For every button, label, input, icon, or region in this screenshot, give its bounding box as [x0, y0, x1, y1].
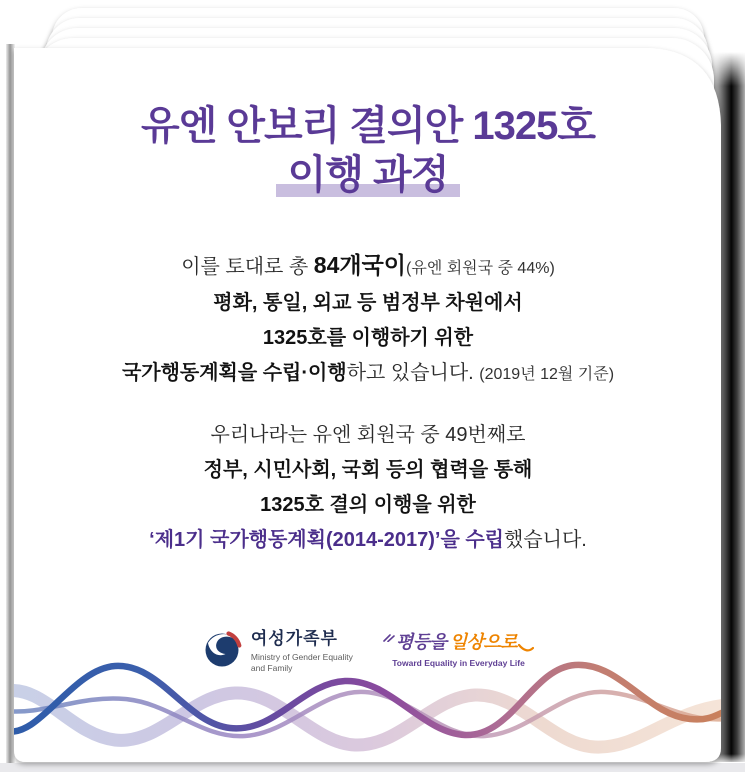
paragraph-korea-status — [0, 418, 736, 558]
page-title — [0, 102, 736, 200]
slogan-ko-part2: 일상으로 — [449, 632, 518, 652]
slogan-ko-part1: 평등을 — [395, 632, 447, 652]
p2-line-3: 1325호 결의 이행을 위한 — [260, 494, 476, 516]
decorative-waves — [14, 653, 721, 765]
ministry-name-en-line1: Ministry of Gender Equality — [250, 652, 353, 662]
p1-l4-regular: 하고 있습니다. — [346, 362, 480, 384]
p1-l1-regular: 이를 토대로 총 — [181, 256, 314, 278]
p1-l1-small: (유엔 회원국 중 44%) — [406, 260, 555, 277]
title-line-2-highlighted: 이행 과정 — [276, 153, 461, 197]
p1-line-2: 평화, 통일, 외교 등 범정부 차원에서 — [213, 292, 523, 314]
p2-line-4 — [0, 523, 736, 558]
p1-line-4 — [0, 356, 736, 392]
slogan-korean-row — [383, 628, 534, 654]
slogan-swoosh-icon — [518, 643, 534, 653]
paragraph-global-status — [0, 248, 736, 392]
ministry-name-en-line2: and Family — [250, 663, 293, 674]
p1-line-3: 1325호를 이행하기 위한 — [262, 327, 474, 349]
p1-l1-bold: 84개국이 — [313, 252, 407, 278]
p2-line-1: 우리나라는 유엔 회원국 중 49번째로 — [210, 424, 526, 446]
p1-line-1 — [0, 248, 736, 286]
p2-l4-regular: 했습니다. — [504, 529, 587, 551]
p1-l4-bold: 국가행동계획을 수립·이행 — [121, 362, 347, 384]
ministry-name-ko: 여성가족부 — [250, 629, 338, 648]
p1-l4-small: (2019년 12월 기준) — [479, 366, 615, 383]
p2-line-2: 정부, 시민사회, 국회 등의 협력을 통해 — [203, 459, 533, 481]
slogan-en: Toward Equality in Everyday Life — [392, 658, 525, 668]
p2-l4-purple: ‘제1기 국가행동계획(2014-2017)’을 수립 — [149, 529, 504, 551]
title-line-1: 유엔 안보리 결의안 1325호 — [140, 104, 596, 148]
slogan-spark-icon — [383, 632, 395, 642]
